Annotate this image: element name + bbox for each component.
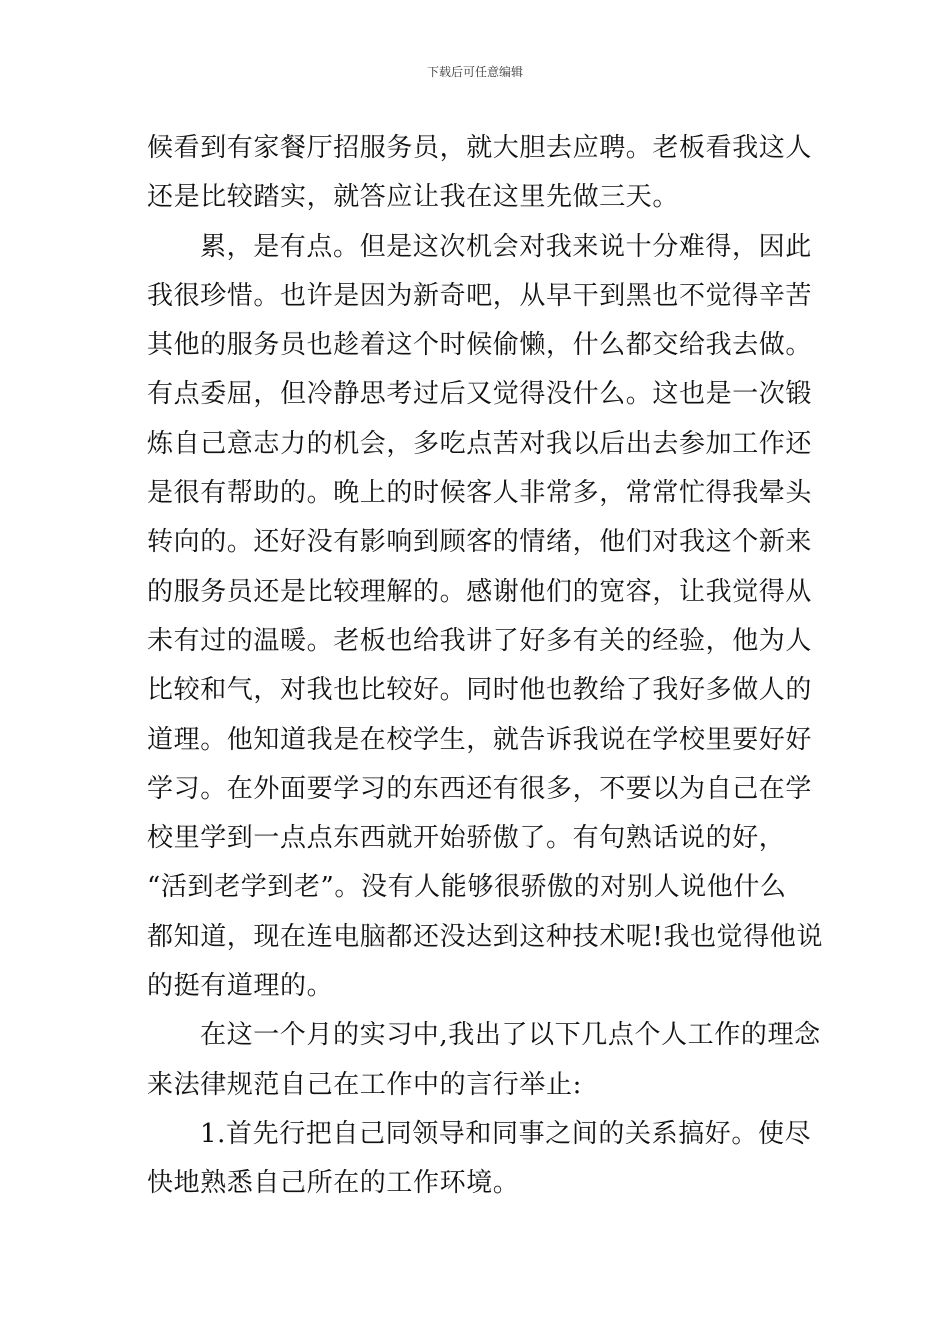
text-line: 都知道，现在连电脑都还没达到这种技术呢!我也觉得他说	[147, 921, 824, 952]
text-line: 我很珍惜。也许是因为新奇吧，从早干到黑也不觉得辛苦	[147, 280, 813, 311]
text-line: 学习。在外面要学习的东西还有很多，不要以为自己在学	[147, 773, 813, 804]
text-line: 道理。他知道我是在校学生，就告诉我说在学校里要好好	[147, 724, 813, 755]
document-body	[147, 124, 824, 1209]
list-item-text: 1.首先行把自己同领导和同事之间的关系搞好。使尽	[200, 1118, 812, 1149]
text-line: 还是比较踏实，就答应让我在这里先做三天。	[147, 182, 680, 213]
paragraph-3	[147, 1011, 821, 1110]
text-line: 转向的。还好没有影响到顾客的情绪，他们对我这个新来	[147, 527, 813, 558]
text-line: 是很有帮助的。晚上的时候客人非常多，常常忙得我晕头	[147, 478, 813, 509]
list-item-text: 快地熟悉自己所在的工作环境。	[147, 1168, 520, 1199]
paragraph-4	[147, 1110, 812, 1209]
page-header: 下载后可任意编辑	[426, 65, 523, 79]
paragraph-1	[147, 124, 813, 223]
text-line: 未有过的温暖。老板也给我讲了好多有关的经验，他为人	[147, 625, 813, 656]
text-line: 比较和气，对我也比较好。同时他也教给了我好多做人的	[147, 675, 813, 706]
text-line: 有点委屈，但冷静思考过后又觉得没什么。这也是一次锻	[147, 379, 813, 410]
text-line: 的挺有道理的。	[147, 971, 334, 1002]
text-line: 其他的服务员也趁着这个时候偷懒，什么都交给我去做。	[147, 330, 813, 361]
text-line: 的服务员还是比较理解的。感谢他们的宽容，让我觉得从	[147, 576, 813, 607]
text-line: 来法律规范自己在工作中的言行举止:	[147, 1069, 582, 1100]
text-line: 累，是有点。但是这次机会对我来说十分难得，因此	[200, 231, 812, 262]
text-line: 炼自己意志力的机会，多吃点苦对我以后出去参加工作还	[147, 428, 813, 459]
text-line: 校里学到一点点东西就开始骄傲了。有句熟话说的好，	[147, 823, 786, 854]
paragraph-2	[147, 223, 824, 1012]
text-line: “活到老学到老”。没有人能够很骄傲的对别人说他什么	[147, 872, 787, 903]
text-line: 候看到有家餐厅招服务员，就大胆去应聘。老板看我这人	[147, 133, 813, 163]
text-line: 在这一个月的实习中,我出了以下几点个人工作的理念	[200, 1020, 821, 1051]
